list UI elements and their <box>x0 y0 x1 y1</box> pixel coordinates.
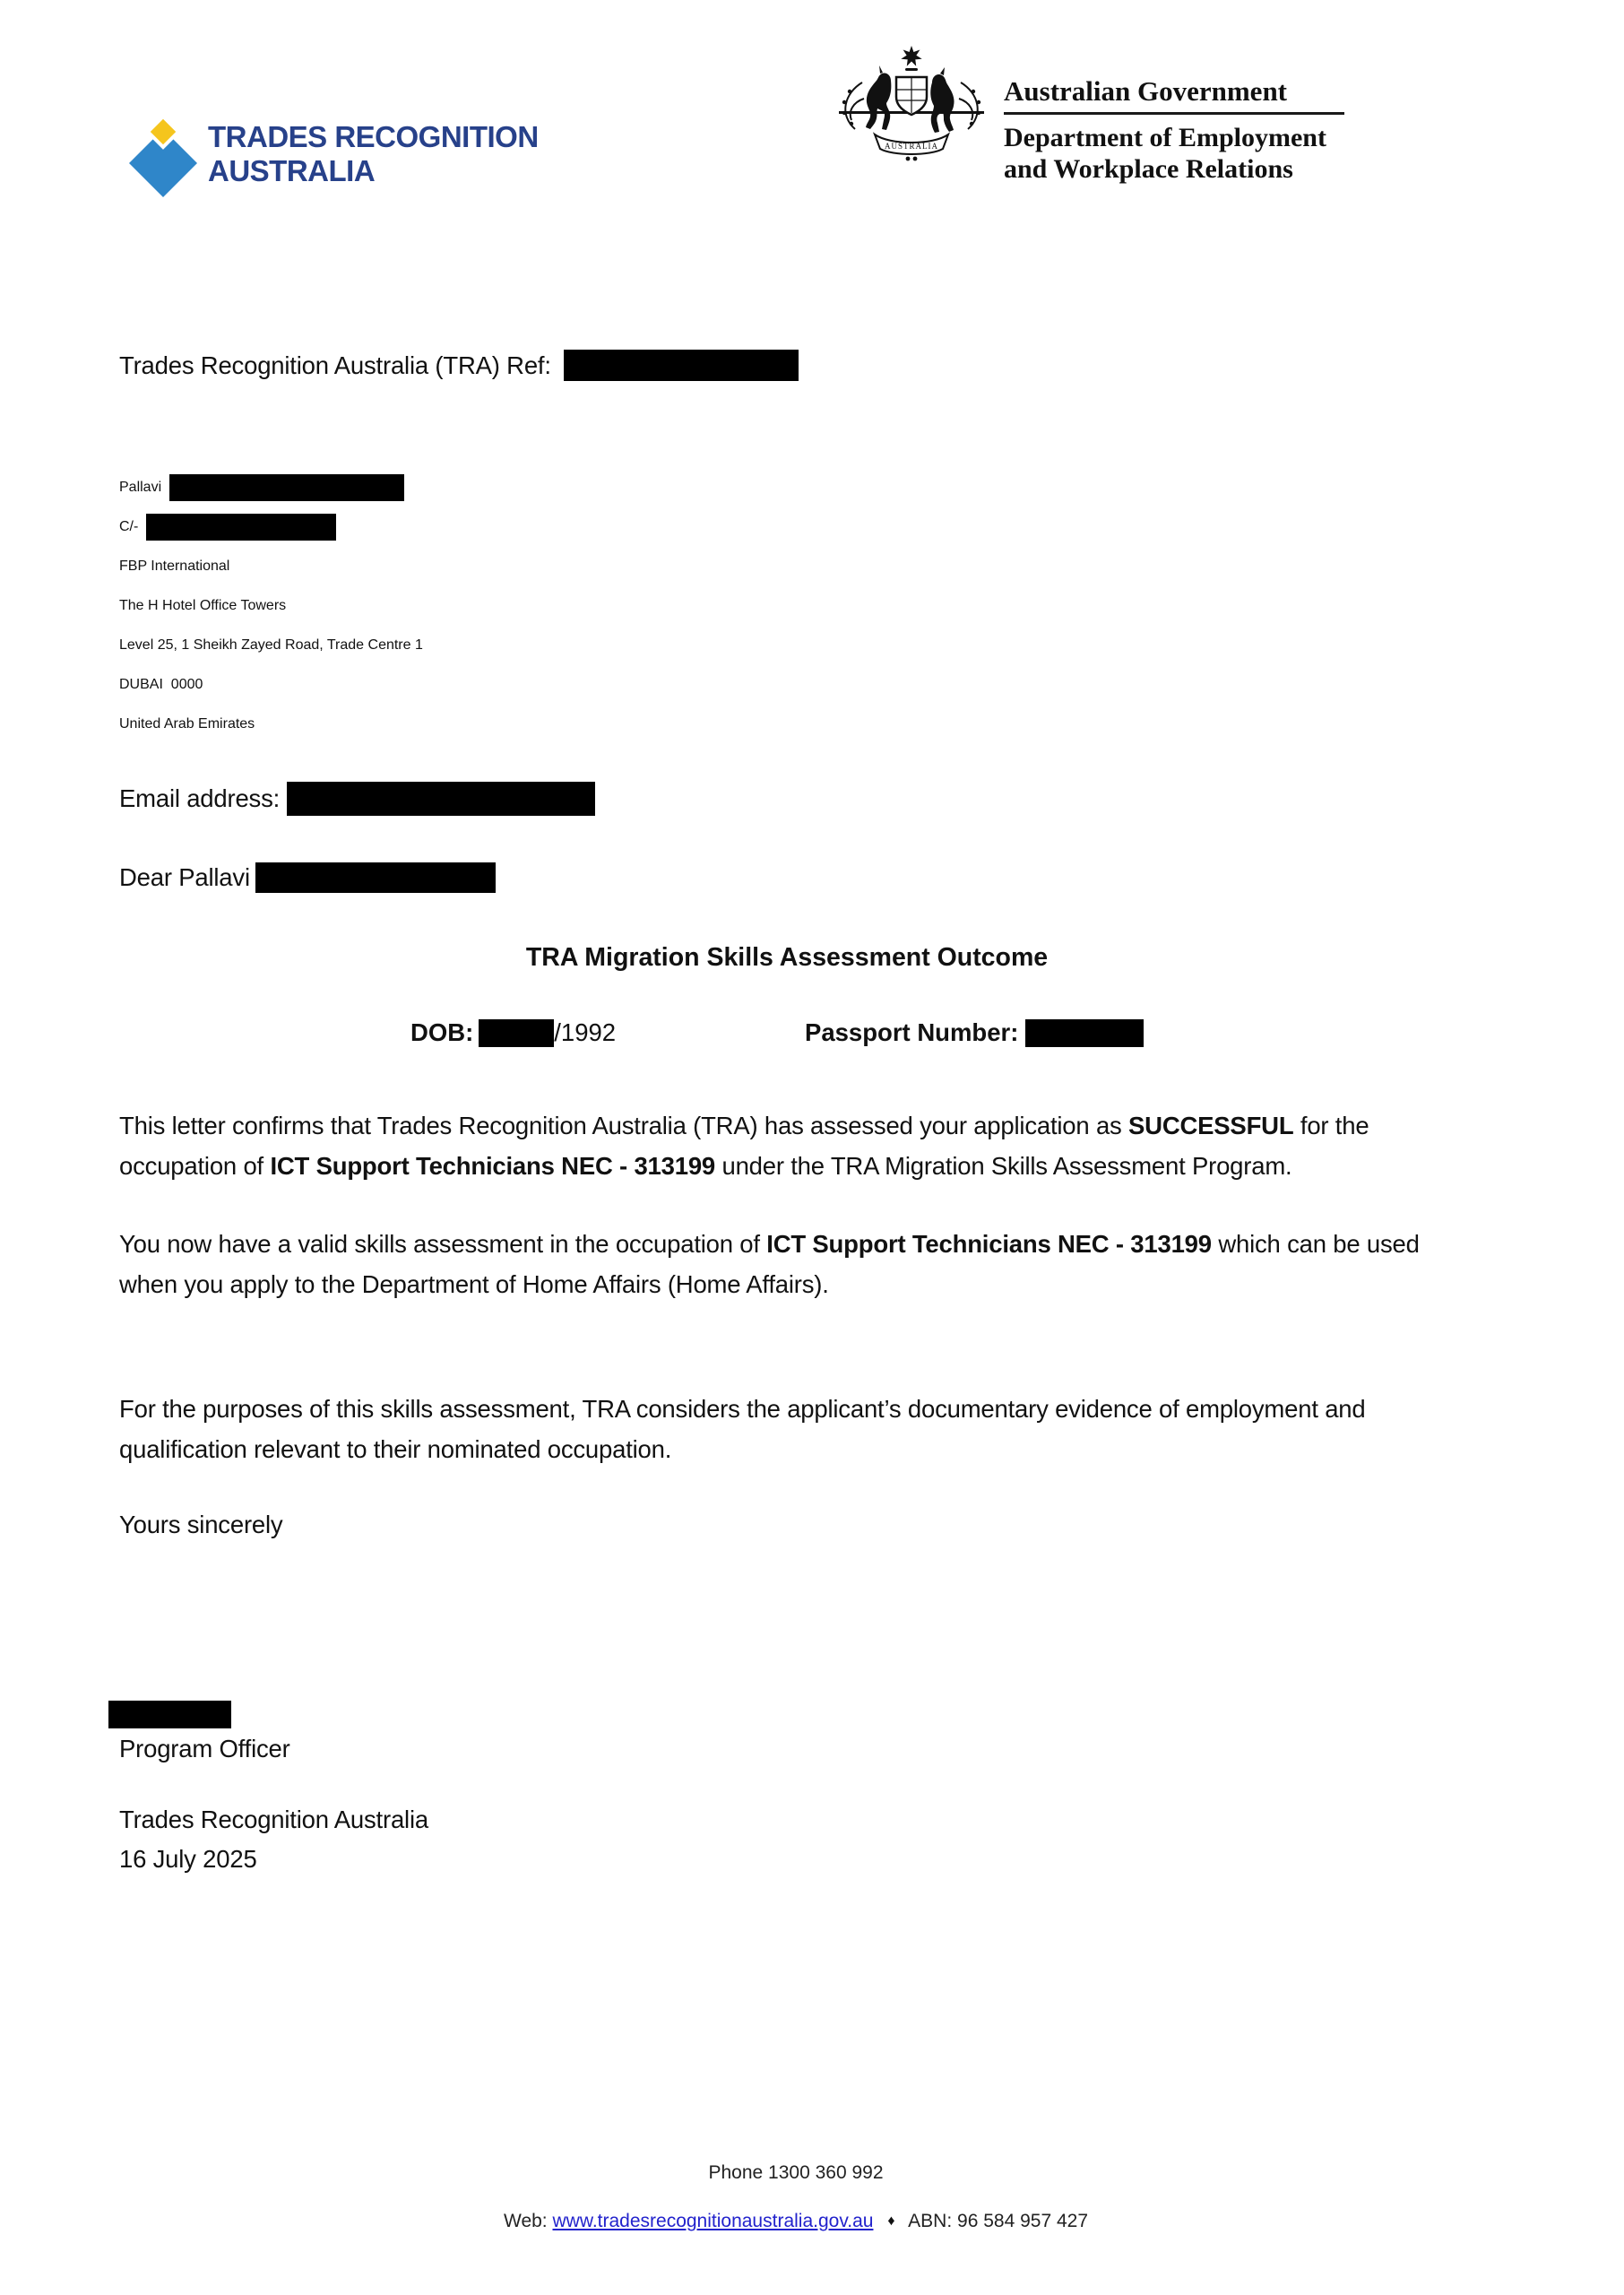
website-link[interactable]: www.tradesrecognitionaustralia.gov.au <box>552 2211 874 2231</box>
redacted-reference <box>564 350 799 381</box>
footer-phone: Phone 1300 360 992 <box>708 2162 884 2183</box>
gov-title: Australian Government <box>1004 75 1288 107</box>
email-label: Email address: <box>119 784 281 812</box>
passport-label: Passport Number: <box>805 1018 1019 1046</box>
dob-group <box>410 1018 616 1047</box>
gov-dept-line1: Department of Employment <box>1004 123 1326 152</box>
signatory-org: Trades Recognition Australia <box>119 1806 428 1833</box>
recipient-first-name: Pallavi <box>119 480 166 495</box>
address-line-2 <box>119 507 423 547</box>
address-block <box>119 468 423 744</box>
coat-of-arms-icon <box>832 45 991 163</box>
arms-ribbon-label: AUSTRALIA <box>885 142 938 151</box>
p1-post: under the TRA Migration Skills Assessment Program. <box>715 1152 1292 1180</box>
letter-title: TRA Migration Skills Assessment Outcome <box>525 943 1049 972</box>
footer-web-line <box>0 2211 1592 2232</box>
redacted-salutation-name <box>255 862 496 893</box>
redacted-dob <box>479 1019 554 1047</box>
salutation-text: Dear Pallavi <box>119 863 250 891</box>
p1-mid: for the occupation of <box>119 1112 1369 1180</box>
abn-text: ABN: 96 584 957 427 <box>908 2211 1088 2231</box>
address-line-3: FBP International <box>119 559 230 574</box>
redacted-email <box>287 782 595 816</box>
redacted-surname <box>169 474 404 501</box>
web-label: Web: <box>504 2211 548 2231</box>
address-line-4: The H Hotel Office Towers <box>119 598 287 613</box>
passport-group <box>805 1018 1144 1047</box>
email-line <box>119 782 595 816</box>
p1-pre: This letter confirms that Trades Recognition Australia (TRA) has assessed your application as <box>119 1112 1129 1139</box>
letter-date: 16 July 2025 <box>119 1845 257 1873</box>
paragraph-2 <box>119 1224 1455 1304</box>
tra-diamond-icon <box>127 115 199 199</box>
p1-successful: SUCCESSFUL <box>1128 1112 1294 1139</box>
valediction: Yours sincerely <box>119 1511 283 1538</box>
redacted-signature-name <box>108 1701 231 1728</box>
address-line-1 <box>119 468 423 507</box>
tra-logo-line1: TRADES RECOGNITION <box>208 120 539 153</box>
care-of-label: C/- <box>119 519 143 534</box>
reference-line <box>119 350 799 381</box>
redacted-care-of <box>146 514 336 541</box>
diamond-separator-icon: ♦ <box>887 2213 895 2229</box>
signatory-role: Program Officer <box>119 1735 290 1762</box>
p2-post: which can be used when you apply to the Department of Home Affairs (Home Affairs). <box>119 1230 1420 1298</box>
p1-occupation-code: ICT Support Technicians NEC - 313199 <box>270 1152 716 1180</box>
details-row <box>119 1018 1455 1056</box>
gov-dept-line2: and Workplace Relations <box>1004 154 1293 184</box>
gov-divider <box>1004 112 1344 115</box>
paragraph-3: For the purposes of this skills assessment, TRA considers the applicant’s documentary evidence of employment and qualification relevant to their nominated occupation. <box>119 1395 1366 1463</box>
reference-label: Trades Recognition Australia (TRA) Ref: <box>119 351 551 379</box>
address-line-5: Level 25, 1 Sheikh Zayed Road, Trade Centre 1 <box>119 637 423 653</box>
salutation-line <box>119 862 496 893</box>
dob-label: DOB: <box>410 1018 474 1046</box>
dob-year: /1992 <box>554 1018 617 1046</box>
redacted-passport <box>1025 1019 1144 1047</box>
tra-logo <box>127 115 539 199</box>
p2-occupation-code: ICT Support Technicians NEC - 313199 <box>766 1230 1212 1258</box>
paragraph-1 <box>119 1105 1455 1186</box>
p2-pre: You now have a valid skills assessment in the occupation of <box>119 1230 767 1258</box>
tra-logo-line2: AUSTRALIA <box>208 154 376 187</box>
gov-text-block <box>1004 75 1344 185</box>
address-line-6: DUBAI 0000 <box>119 677 203 692</box>
address-line-7: United Arab Emirates <box>119 716 255 732</box>
